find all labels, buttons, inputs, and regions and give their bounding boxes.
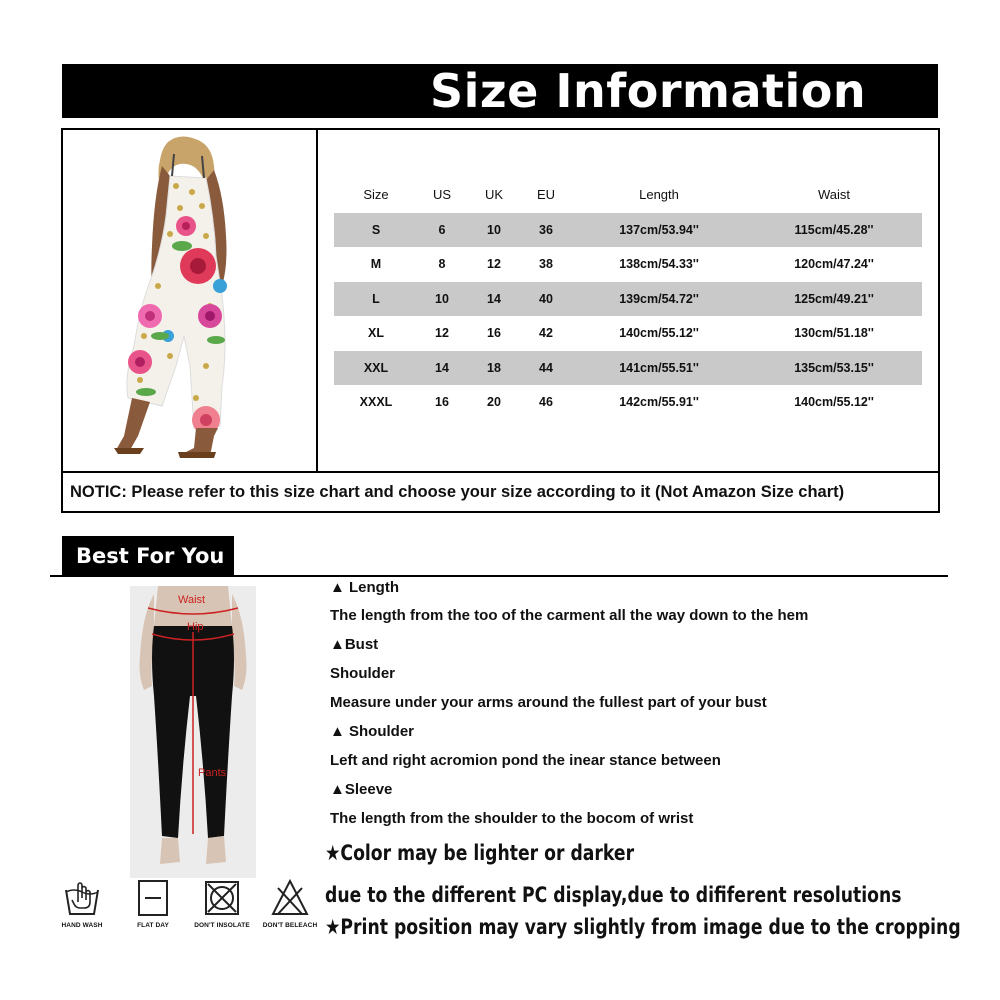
desc-bust: Measure under your arms around the fullest part of your bust: [330, 694, 767, 711]
print-note: ★Print position may vary slightly from image due to the cropping: [325, 915, 961, 939]
header-size: Size: [363, 187, 389, 202]
color-note: ★Color may be lighter or darker: [325, 841, 635, 865]
label-shoulder-sub: Shoulder: [330, 665, 396, 682]
care-label: DON'T INSOLATE: [194, 922, 250, 929]
flat-dry-icon: [133, 878, 173, 918]
hand-wash-icon: [62, 878, 102, 918]
cell-waist: 125cm/49.21'': [794, 291, 874, 306]
diagram-label-pants: Pants: [198, 767, 227, 779]
cell-length: 140cm/55.12'': [619, 326, 699, 340]
cell-eu: 40: [539, 291, 553, 306]
cell-eu: 42: [539, 326, 553, 340]
care-hand-wash: [52, 878, 112, 929]
cell-eu: 46: [539, 395, 553, 409]
cell-length: 142cm/55.91'': [619, 395, 699, 409]
cell-length: 139cm/54.72'': [619, 291, 699, 306]
size-table: [334, 178, 922, 420]
table-row: [334, 282, 922, 317]
do-not-bleach-icon: [270, 878, 310, 918]
cell-us: 14: [435, 360, 449, 375]
cell-size: XXL: [363, 360, 389, 375]
table-row: [334, 316, 922, 351]
header-length: Length: [639, 187, 679, 202]
cell-us: 8: [438, 257, 446, 271]
cell-us: 10: [435, 291, 449, 306]
label-shoulder: ▲ Shoulder: [330, 723, 415, 740]
page-title: Size Information: [430, 64, 867, 118]
table-row: [334, 213, 922, 248]
label-sleeve: ▲Sleeve: [330, 781, 393, 798]
care-label: DON'T BELEACH: [262, 922, 318, 929]
header-us: US: [432, 187, 452, 202]
cell-uk: 18: [487, 360, 501, 375]
cell-waist: 140cm/55.12'': [794, 395, 874, 409]
cell-size: M: [370, 257, 382, 271]
header-eu: EU: [536, 187, 556, 202]
model-photo: [110, 136, 250, 462]
cell-eu: 44: [539, 360, 553, 375]
cell-eu: 38: [539, 257, 553, 271]
cell-waist: 115cm/45.28'': [794, 222, 874, 237]
header-uk: UK: [484, 187, 504, 202]
cell-us: 12: [435, 326, 449, 340]
cell-us: 6: [438, 222, 446, 237]
cell-length: 138cm/54.33'': [619, 257, 699, 271]
cell-length: 141cm/55.51'': [619, 360, 699, 375]
table-header-row: [334, 178, 922, 213]
cell-uk: 12: [487, 257, 501, 271]
care-label: FLAT DAY: [137, 922, 169, 929]
cell-size: XL: [368, 326, 384, 340]
label-bust: ▲Bust: [330, 636, 379, 653]
care-no-tumble: [192, 878, 252, 929]
label-length: ▲ Length: [330, 579, 400, 596]
cell-eu: 36: [539, 222, 553, 237]
diagram-label-hip: Hip: [187, 621, 204, 633]
display-note: due to the different PC display,due to dififerent resolutions: [325, 883, 902, 907]
desc-shoulder: Left and right acromion pond the inear stance between: [330, 752, 721, 769]
size-notice: NOTIC: Please refer to this size chart and choose your size according to it (Not Amazon Size chart): [70, 483, 845, 501]
care-flat-dry: [123, 878, 183, 929]
chart-divider: [61, 471, 940, 473]
diagram-label-waist: Waist: [178, 594, 206, 606]
cell-waist: 120cm/47.24'': [794, 257, 874, 271]
cell-us: 16: [435, 395, 449, 409]
table-row: [334, 351, 922, 386]
desc-length: The length from the too of the carment all the way down to the hem: [330, 607, 809, 624]
cell-length: 137cm/53.94'': [619, 222, 699, 237]
table-row: [334, 247, 922, 282]
header-waist: Waist: [817, 187, 851, 202]
care-label: HAND WASH: [61, 922, 103, 929]
chart-divider: [316, 128, 318, 472]
cell-uk: 10: [487, 222, 501, 237]
best-for-you-heading: Best For You: [62, 536, 234, 576]
cell-size: S: [371, 222, 381, 237]
cell-size: XXXL: [359, 395, 393, 409]
cell-waist: 135cm/53.15'': [794, 360, 874, 375]
cell-size: L: [372, 291, 380, 306]
measurement-diagram: [130, 586, 256, 878]
cell-uk: 14: [487, 291, 501, 306]
do-not-insulate-icon: [202, 878, 242, 918]
cell-uk: 20: [487, 395, 501, 409]
care-no-bleach: [260, 878, 320, 929]
cell-waist: 130cm/51.18'': [794, 326, 874, 340]
desc-sleeve: The length from the shoulder to the bocom of wrist: [330, 810, 694, 827]
section-rule: [50, 575, 948, 577]
table-row: [334, 385, 922, 420]
cell-uk: 16: [487, 326, 501, 340]
